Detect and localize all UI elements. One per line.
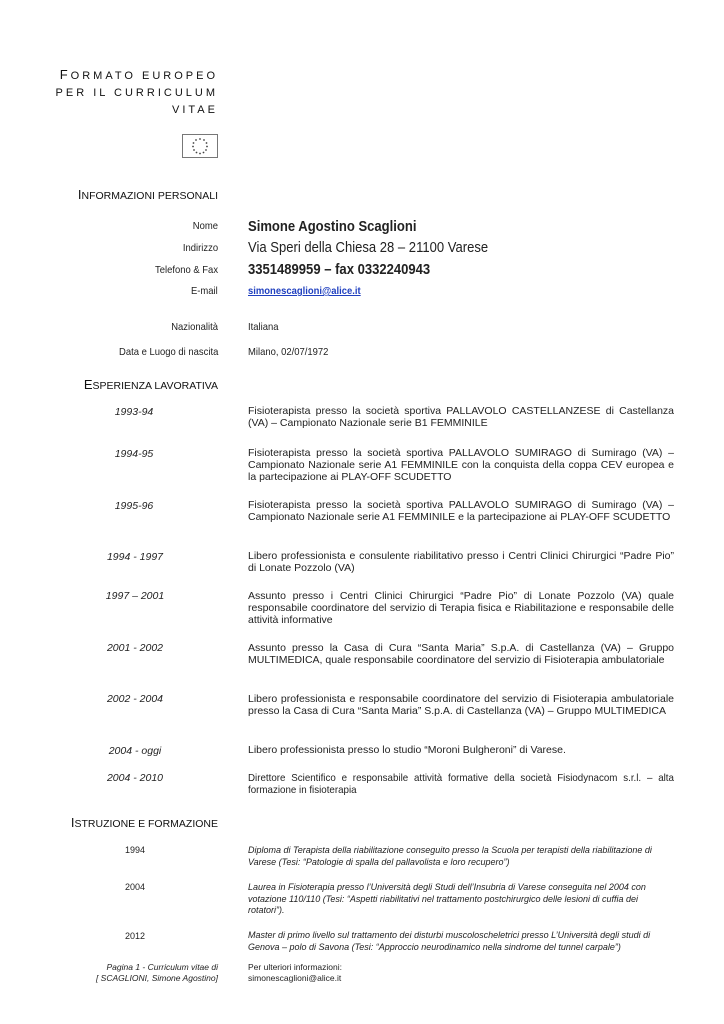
education-year: 2004 <box>124 882 146 892</box>
title-line1: ORMATO EUROPEO <box>70 70 218 82</box>
footer-page-info <box>96 962 218 984</box>
value-telefono: 3351489959 – fax 0332240943 <box>248 262 431 278</box>
label-nome: Nome <box>192 220 218 232</box>
experience-description: Fisioterapista presso la società sportiva PALLAVOLO CASTELLANZESE di Castellanza (VA) – Campionato Nazionale serie B1 FEMMINILE <box>248 405 674 429</box>
experience-description: Assunto presso la Casa di Cura “Santa Maria” S.p.A. di Castellanza (VA) – Gruppo MULTIMEDICA, quale responsabile coordinatore del servizio di Fisioterapia ambulatoriale <box>248 642 674 666</box>
heading-rest: SPERIENZA LAVORATIVA <box>92 380 218 392</box>
title-cap: F <box>59 67 71 82</box>
section-experience-heading <box>84 377 218 392</box>
experience-description: Libero professionista presso lo studio “Moroni Bulgheroni” di Varese. <box>248 744 566 756</box>
education-year: 1994 <box>124 845 146 855</box>
heading-cap: I <box>70 815 75 830</box>
label-telefono: Telefono & Fax <box>154 264 218 276</box>
heading-cap: E <box>83 377 93 392</box>
section-education-heading <box>71 815 218 830</box>
cv-format-title <box>56 66 218 119</box>
footer-contact <box>248 962 342 984</box>
education-description: Diploma di Terapista della riabilitazione conseguito presso la Scuola per terapisti della riabilitazione di Varese (Tesi: “Patologie di spalla del pallavolista e loro recupero”) <box>248 845 652 867</box>
footer-page-line2: [ SCAGLIONI, Simone Agostino] <box>95 973 218 983</box>
experience-description: Libero professionista e responsabile coordinatore del servizio di Fisioterapia ambulatoriale presso la Casa di Cura “Santa Maria” S.p.A. di Castellanza (VA) – Gruppo MULTIMEDICA <box>248 693 674 717</box>
education-year: 2012 <box>124 931 146 941</box>
experience-description: Libero professionista e consulente riabilitativo presso i Centri Clinici Chirurgici “Padre Pio” di Lonate Pozzolo (VA) <box>248 550 674 574</box>
experience-period: 2002 - 2004 <box>106 693 164 705</box>
heading-cap: I <box>77 187 82 202</box>
experience-period: 2004 - 2010 <box>106 772 164 784</box>
footer-contact-email: simonescaglioni@alice.it <box>248 973 342 983</box>
label-indirizzo: Indirizzo <box>182 242 218 254</box>
footer-contact-line1: Per ulteriori informazioni: <box>248 962 343 972</box>
experience-period: 1994 - 1997 <box>106 551 164 563</box>
education-description: Laurea in Fisioterapia presso l’Università degli Studi dell’Insubria di Varese conseguita nel 2004 con votazione 110/110 (Tesi: “Aspetti riabilitativi nel trattamento postchirurgico delle lesioni di cuffia dei rotatori”). <box>248 882 646 915</box>
value-indirizzo: Via Speri della Chiesa 28 – 21100 Varese <box>248 240 489 256</box>
value-nascita: Milano, 02/07/1972 <box>248 346 329 358</box>
title-line2: PER IL CURRICULUM <box>55 87 218 99</box>
value-nome: Simone Agostino Scaglioni <box>248 219 417 235</box>
title-line3: VITAE <box>172 104 218 116</box>
value-nazionalita: Italiana <box>248 321 279 333</box>
experience-period: 1993-94 <box>114 406 154 418</box>
footer-page-line1: Pagina 1 - Curriculum vitae di <box>106 962 218 972</box>
email-link[interactable]: simonescaglioni@alice.it <box>248 285 361 297</box>
eu-flag-logo <box>182 134 218 158</box>
experience-period: 2001 - 2002 <box>106 642 164 654</box>
experience-period: 2004 - oggi <box>108 745 162 757</box>
section-personal-heading <box>78 187 218 202</box>
experience-description: Fisioterapista presso la società sportiva PALLAVOLO SUMIRAGO di Sumirago (VA) – Campionato Nazionale serie A1 FEMMINILE e la partecipazione ai PLAY-OFF SCUDETTO <box>248 499 674 523</box>
heading-rest: STRUZIONE E FORMAZIONE <box>74 818 218 830</box>
education-description: Master di primo livello sul trattamento dei disturbi muscoloscheletrici presso L’Università degli studi di Genova – polo di Savona (Tesi: “Approccio neurodinamico nella sindrome del tunnel carpale”) <box>248 930 651 952</box>
experience-period: 1994-95 <box>114 448 154 460</box>
label-nascita: Data e Luogo di nascita <box>118 346 218 358</box>
heading-rest: NFORMAZIONI PERSONALI <box>81 190 218 202</box>
experience-period: 1997 – 2001 <box>105 590 165 602</box>
experience-description: Direttore Scientifico e responsabile attività formative della società Fisiodynacom s.r.l. – alta formazione in fisioterapia <box>248 772 674 796</box>
experience-description: Fisioterapista presso la società sportiva PALLAVOLO SUMIRAGO di Sumirago (VA) – Campionato Nazionale serie A1 FEMMINILE con la conquista della coppa CEV europea e la partecipazione ai PLAY-OFF SCUDETTO <box>248 447 674 483</box>
experience-description: Assunto presso i Centri Clinici Chirurgici “Padre Pio” di Lonate Pozzolo (VA) quale responsabile coordinatore del servizio di Terapia fisica e Riabilitazione e responsabile delle attività informative <box>248 590 674 626</box>
label-nazionalita: Nazionalità <box>171 321 218 333</box>
experience-period: 1995-96 <box>114 500 154 512</box>
label-email: E-mail <box>191 285 218 297</box>
